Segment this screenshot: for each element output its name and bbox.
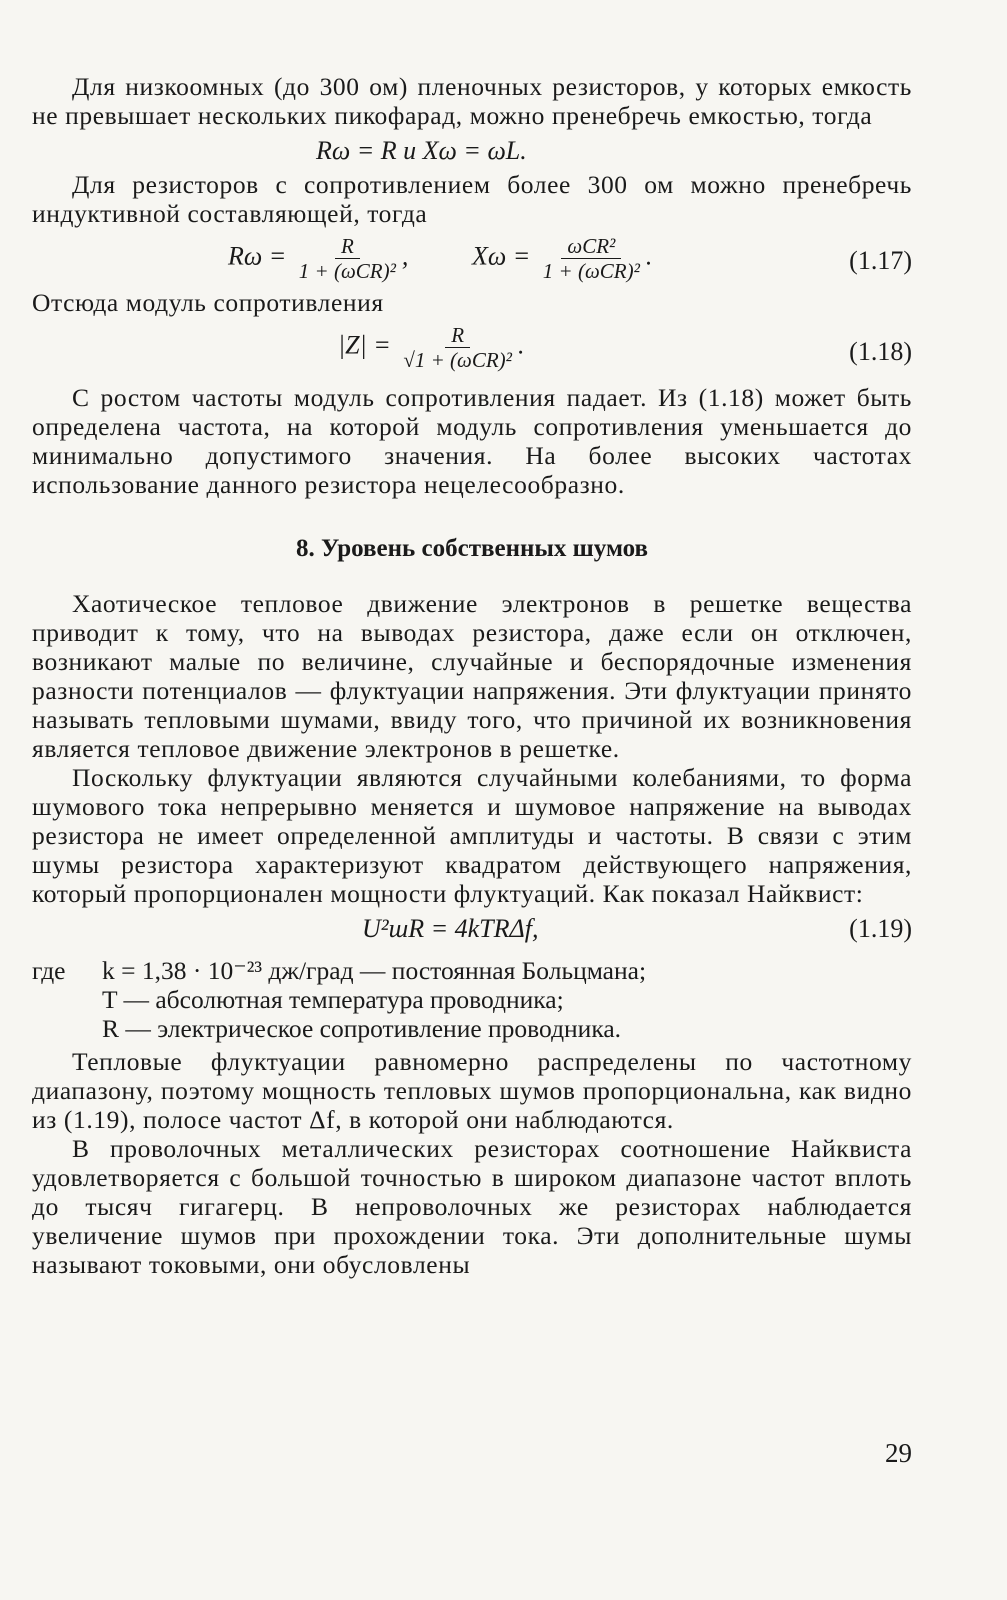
paragraph-3: Отсюда модуль сопротивления [32,288,384,317]
formula-z: |Z| = $\frac{R}{\text{√1 + (ωCR)²}}$ . [338,323,525,372]
formula-row-1 [32,130,912,170]
formula-row-2 [32,228,912,288]
definitions-list [32,956,912,1043]
formula-nyquist: U²шR = 4kTRΔf, [362,914,539,943]
equation-number-1-18: (1.18) [849,337,912,366]
definition-t [32,985,912,1014]
paragraph-1: Для низкоомных (до 300 ом) пленочных резисторов, у которых емкость не превышает нескольких пикофарад, можно пренебречь емкостью, тогда [32,72,912,130]
paragraph-5: Хаотическое тепловое движение электронов в решетке вещества приводит к тому, что на выводах резистора, даже если он отключен, возникают малые по величине, случайные и беспорядочные изменения разности потенциалов — флуктуации напряжения. Эти флуктуации принято называть тепловыми шумами, ввиду того, что причиной их возникновения является тепловое движение электронов в решетке. [32,589,912,763]
paragraph-8: В проволочных металлических резисторах соотношение Найквиста удовлетворяется с большой точностью в широком диапазоне частот вплоть до тысяч гигагерц. В непроволочных же резисторах наблюдается увеличение шумов при прохождении тока. Эти дополнительные шумы называют токовыми, они обусловлены [32,1134,912,1279]
formula-r-lhs: Rω = [228,241,287,271]
section-heading: 8. Уровень собственных шумов [295,535,649,562]
page-number: 29 [885,1438,912,1468]
paragraph-2: Для резисторов с сопротивлением более 300 ом можно пренебречь индуктивной составляющей, тогда [32,170,912,228]
definition-r [32,1014,912,1043]
fraction-x-denominator: 1 + (ωCR)² [542,259,640,283]
formula-z-lhs: |Z| = [338,330,391,360]
fraction-r [293,234,402,283]
paragraph-7: Тепловые флуктуации равномерно распределены по частотному диапазону, поэтому мощность тепловых шумов пропорциональна, как видно из (1.19), полосе частот Δf, в которой они наблюдаются. [32,1047,912,1134]
formula-x-omega: Xω = $\frac{\text{ωCR²}}{\text{1 + (ωCR)²}}$ . [472,234,653,283]
equation-number-1-19: (1.19) [849,914,912,943]
page-body [32,72,912,1279]
formula-x-lhs: Xω = [472,241,531,271]
definition-t-text: T — абсолютная температура проводника; [102,985,564,1014]
fraction-r-denominator: 1 + (ωCR)² [298,259,396,283]
definition-r-text: R — электрическое сопротивление проводника. [102,1014,622,1043]
definition-k-text: k = 1,38 · 10⁻²³ дж/град — постоянная Больцмана; [102,956,647,985]
formula-row-3 [32,317,912,383]
fraction-z-numerator: R [445,323,470,348]
where-label: где [32,956,66,985]
paragraph-6: Поскольку флуктуации являются случайными колебаниями, то форма шумового тока непрерывно меняется и шумовое напряжение на выводах резистора не имеет определенной амплитуды и частоты. В связи с этим шумы резистора характеризуют квадратом действующего напряжения, который пропорционален мощности флуктуаций. Как показал Найквист: [32,763,912,908]
fraction-x-numerator: ωCR² [561,234,621,259]
fraction-z-denominator: √1 + (ωCR)² [403,348,512,372]
formula-r-omega: Rω = $\frac{R}{\text{1 + (ωCR)²}}$ , [228,234,409,283]
definition-k [32,956,912,985]
formula-row-4 [32,908,912,952]
formula-1: Rω = R и Xω = ωL. [316,136,527,165]
equation-number-1-17: (1.17) [849,246,912,275]
fraction-x [537,234,646,283]
fraction-r-numerator: R [335,234,360,259]
fraction-z [397,323,518,372]
paragraph-4: С ростом частоты модуль сопротивления падает. Из (1.18) может быть определена частота, на которой модуль сопротивления уменьшается до минимально допустимого значения. На более высоких частотах использование данного резистора нецелесообразно. [32,383,912,499]
